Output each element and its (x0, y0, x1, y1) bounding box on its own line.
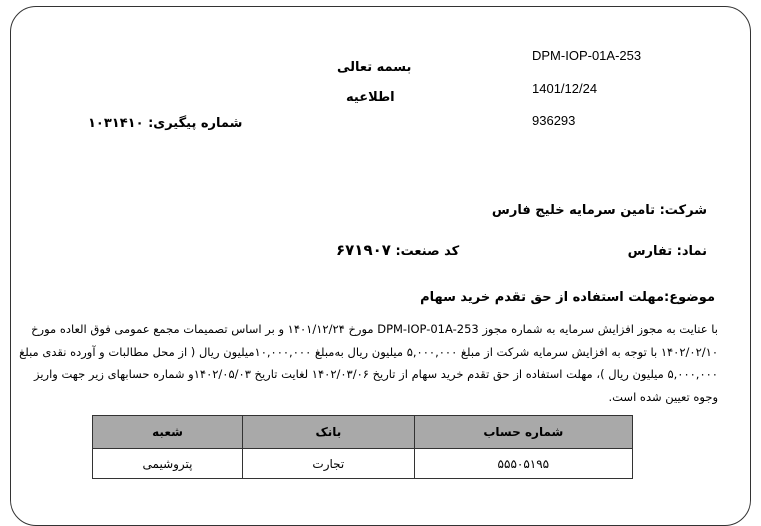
company-label: شرکت: (659, 203, 707, 218)
company-row (492, 203, 707, 218)
symbol-row (628, 244, 707, 259)
doc-number: 936293 (532, 113, 576, 128)
industry-code-value: ۶۷۱۹۰۷ (336, 241, 391, 259)
subject-row (420, 290, 715, 305)
header-bank: بانک (243, 416, 415, 449)
tracking-number-row (88, 116, 242, 131)
company-name: تامین سرمایه خلیج فارس (491, 203, 656, 218)
symbol-value: تفارس (627, 244, 673, 259)
tracking-number: ۱۰۳۱۴۱۰ (88, 116, 144, 131)
bismillah-heading: بسمه تعالی (337, 60, 412, 75)
cell-branch: پتروشیمی (93, 449, 243, 479)
notice-title: اطلاعیه (346, 90, 395, 105)
industry-code-label: کد صنعت: (395, 244, 460, 259)
subject-label: موضوع: (664, 290, 715, 305)
cell-bank: تجارت (243, 449, 415, 479)
doc-date: 1401/12/24 (532, 81, 598, 96)
tracking-label: شماره پیگیری: (148, 116, 243, 131)
accounts-table (92, 415, 633, 479)
symbol-label: نماد: (676, 244, 707, 259)
doc-code: DPM-IOP-01A-253 (532, 48, 642, 63)
cell-account-number: ۵۵۵۰۵۱۹۵ (414, 449, 632, 479)
header-branch: شعبه (93, 416, 243, 449)
subject-text: مهلت استفاده از حق تقدم خرید سهام (420, 290, 664, 305)
body-paragraph: با عنایت به مجوز افزایش سرمایه به شماره مجوز DPM-IOP-01A-253 مورخ ۱۴۰۱/۱۲/۲۴ و بر اساس تصمیمات مجمع عمومی فوق العاده مورخ ۱۴۰۲/۰۲/۱۰ با توجه به افزایش سرمایه شرکت از مبلغ ۵,۰۰۰,۰۰۰ میلیون ریال به‌مبلغ ۱۰,۰۰۰,۰۰۰میلیون ریال ( از محل مطالبات و آورده نقدی مبلغ ۵,۰۰۰,۰۰۰ میلیون ریال )، مهلت استفاده از حق تقدم خرید سهام از تاریخ ۱۴۰۲/۰۳/۰۶ لغایت تاریخ ۱۴۰۲/۰۵/۰۳و شماره حسابهای زیر جهت واریز وجوه تعیین شده است. (19, 322, 718, 404)
table-row (93, 449, 633, 479)
industry-code-row (336, 241, 459, 259)
table-header-row (93, 416, 633, 449)
header-account-number: شماره حساب (414, 416, 632, 449)
